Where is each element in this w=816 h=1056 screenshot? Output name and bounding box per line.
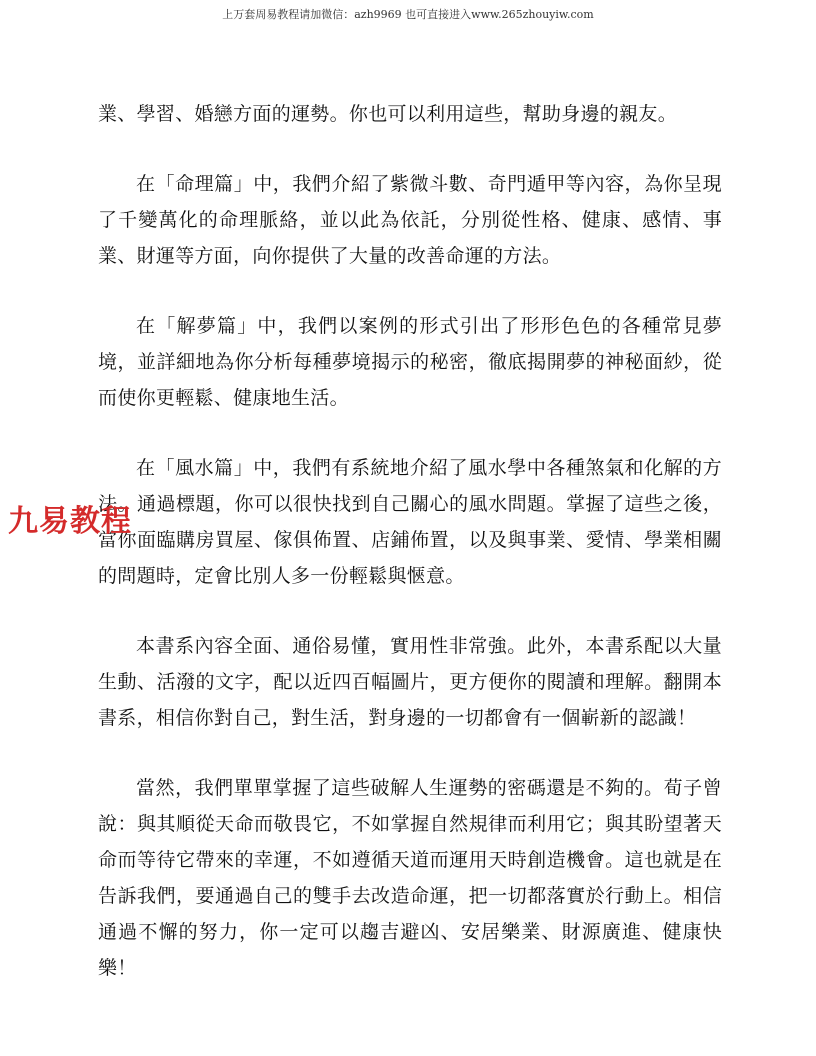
paragraph-6: 當然，我們單單掌握了這些破解人生運勢的密碼還是不夠的。荀子曾說：與其順從天命而敬畏它，不如掌握自然規律而利用它；與其盼望著天命而等待它帶來的幸運，不如遵循天道而運用天時創造機會。這也就是在告訴我們，要通過自己的雙手去改造命運，把一切都落實於行動上。相信通過不懈的努力，你一定可以趨吉避凶、安居樂業、財源廣進、健康快樂！ — [98, 777, 722, 979]
paragraph-1: 業、學習、婚戀方面的運勢。你也可以利用這些，幫助身邊的親友。 — [98, 103, 678, 125]
watermark-logo: 九易教程 — [8, 504, 132, 539]
document-body — [98, 96, 722, 1020]
paragraph-2: 在「命理篇」中，我們介紹了紫微斗數、奇門遁甲等內容，為你呈現了千變萬化的命理脈絡，並以此為依託，分別從性格、健康、感情、事業、財運等方面，向你提供了大量的改善命運的方法。 — [98, 173, 722, 267]
paragraph-3: 在「解夢篇」中，我們以案例的形式引出了形形色色的各種常見夢境，並詳細地為你分析每種夢境揭示的秘密，徹底揭開夢的神秘面紗，從而使你更輕鬆、健康地生活。 — [98, 315, 722, 409]
paragraph-4: 在「風水篇」中，我們有系統地介紹了風水學中各種煞氣和化解的方法。通過標題，你可以很快找到自己關心的風水問題。掌握了這些之後，當你面臨購房買屋、傢俱佈置、店鋪佈置，以及與事業、愛情、學業相關的問題時，定會比別人多一份輕鬆與愜意。 — [98, 457, 722, 587]
page-header: 上万套周易教程请加微信：azh9969 也可直接进入www.265zhouyiw.com — [222, 8, 594, 21]
paragraph-5: 本書系內容全面、通俗易懂，實用性非常強。此外，本書系配以大量生動、活潑的文字，配以近四百幅圖片，更方便你的閱讀和理解。翻開本書系，相信你對自己，對生活，對身邊的一切都會有一個嶄新的認識！ — [98, 635, 722, 729]
